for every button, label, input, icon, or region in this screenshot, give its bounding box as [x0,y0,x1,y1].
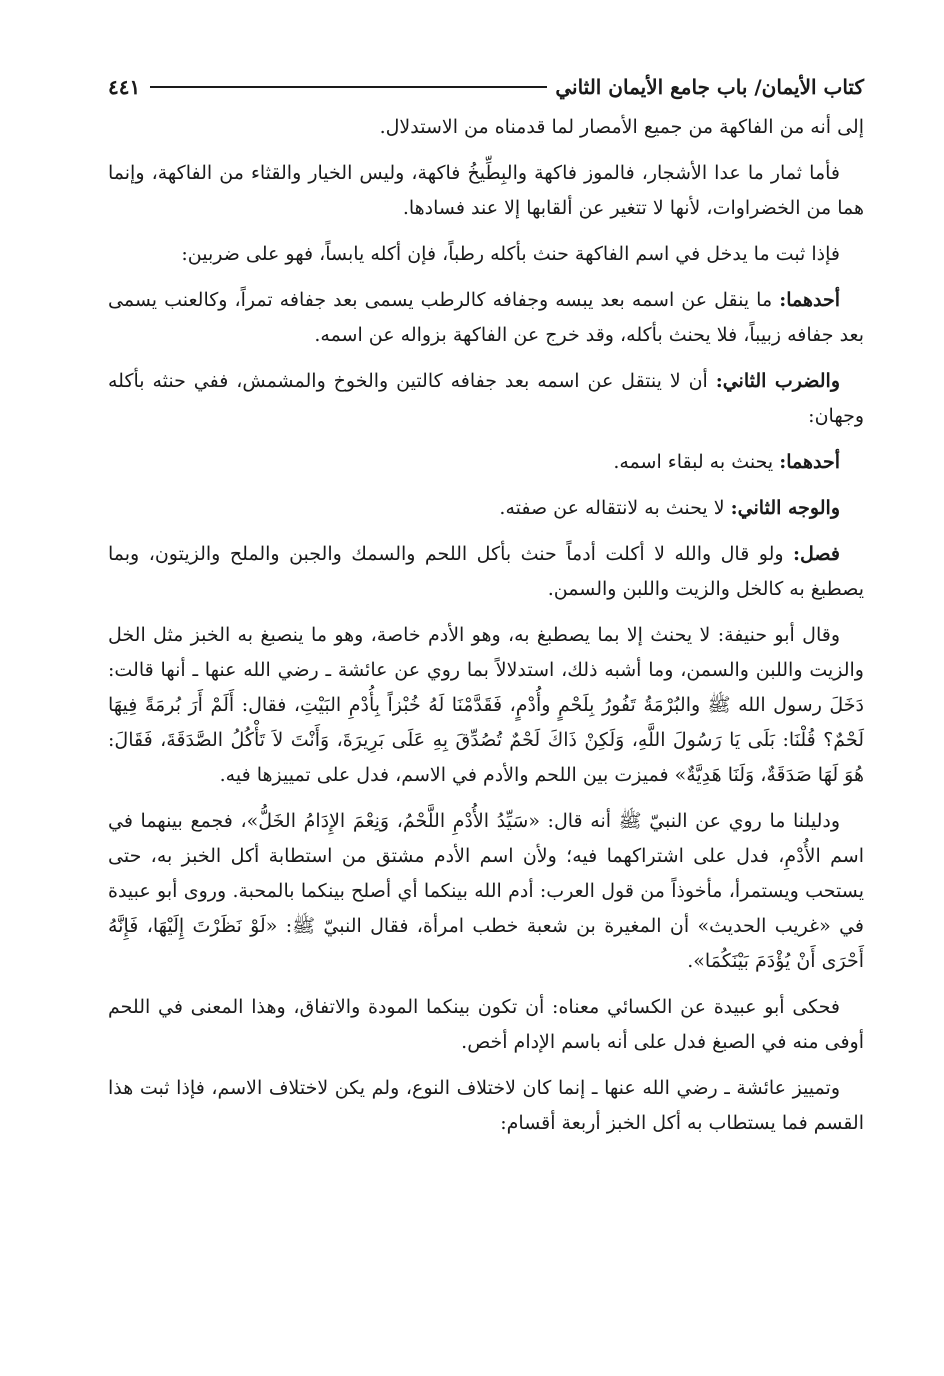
paragraph-text: إلى أنه من الفاكهة من جميع الأمصار لما قدمناه من الاستدلال. [379,116,864,138]
paragraph-text: لا يحنث به لانتقاله عن صفته. [499,497,725,519]
paragraph-lead: أحدهما: [779,451,840,473]
paragraph [108,618,864,793]
running-header [108,70,864,104]
paragraph-text: فإذا ثبت ما يدخل في اسم الفاكهة حنث بأكله رطباً، فإن أكله يابساً، فهو على ضربين: [181,243,840,265]
header-rule [150,86,547,88]
paragraph [108,804,864,979]
paragraph-text: وقال أبو حنيفة: لا يحنث إلا بما يصطبغ به، وهو الأدم خاصة، وهو ما ينصبغ به الخبز مثل الخل والزيت واللبن والسمن، وما أشبه ذلك، استدلالاً بما روي عن عائشة ـ رضي الله عنها ـ أنها قالت: دَخَلَ رسول الله ﷺ والبُرْمَةُ تَفُورُ بِلَحْمٍ وأُدْمٍ، فَقَدَّمْنَا لَهُ خُبْزاً بِأُدْمِ البَيْتِ، فقال: أَلَمْ أَرَ بُرمَةً فِيهَا لَحْمٌ؟ قُلْنَا: بَلَى يَا رَسُولَ اللَّهِ، وَلَكِنْ ذَاكَ لَحْمٌ تُصُدِّقَ بِهِ عَلَى بَرِيرَةَ، وَأَنْتَ لاَ تَأْكُلُ الصَّدَقَةَ، فَقَالَ: هُوَ لَهَا صَدَقَةٌ، وَلَنَا هَدِيَّةٌ» فميزت بين اللحم والأدم في الاسم، فدل على تمييزها فيه. [108,624,864,786]
paragraph [108,491,864,526]
paragraph [108,156,864,226]
paragraph-text: وتمييز عائشة ـ رضي الله عنها ـ إنما كان لاختلاف النوع، ولم يكن لاختلاف الاسم، فإذا ثبت هذا القسم فما يستطاب به أكل الخبز أربعة أقسام: [108,1077,864,1134]
paragraph-text: ما ينقل عن اسمه بعد يبسه وجفافه كالرطب يسمى بعد جفافه تمراً، وكالعنب يسمى بعد جفافه زبيباً، فلا يحنث بأكله، وقد خرج عن الفاكهة بزواله عن اسمه. [108,289,864,346]
paragraph-text: أن لا ينتقل عن اسمه بعد جفافه كالتين والخوخ والمشمش، ففي حنثه بأكله وجهان: [108,370,864,427]
header-title: كتاب الأيمان/ باب جامع الأيمان الثاني [555,75,864,99]
paragraph-text: فحكى أبو عبيدة عن الكسائي معناه: أن تكون بينكما المودة والاتفاق، وهذا المعنى في اللحم أوفى منه في الصبغ فدل على أنه باسم الإدام أخص. [108,996,864,1053]
section-heading: فصل: [793,543,840,565]
paragraph [108,110,864,145]
paragraph-text: فأما ثمار ما عدا الأشجار، فالموز فاكهة والبِطِّيخُ فاكهة، وليس الخيار والقثاء من الفاكهة، وإنما هما من الخضراوات، لأنها لا تتغير عن ألقابها إلا عند فسادها. [108,162,864,219]
paragraph-text: ودليلنا ما روي عن النبيّ ﷺ أنه قال: «سَيِّدُ الأُدْمِ اللَّحْمُ، وَنِعْمَ الإِدَامُ الخَلُّ»، فجمع بينهما في اسم الأُدْمِ، فدل على اشتراكهما فيه؛ ولأن اسم الأدم مشتق من استطابة أكل الخبز به، حتى يستحب ويستمرأ، مأخوذاً من قول العرب: أدم الله بينكما أي أصلح بينكما بالمحبة. وروى أبو عبيدة في «غريب الحديث» أن المغيرة بن شعبة خطب امرأة، فقال النبيّ ﷺ: «لَوْ نَظَرْتَ إِلَيْهَا، فَإِنَّهُ أَحْرَى أَنْ يُؤْدَمَ بَيْنَكُمَا». [108,810,864,972]
paragraph [108,1071,864,1141]
paragraph [108,364,864,434]
paragraph-text: يحنث به لبقاء اسمه. [613,451,774,473]
paragraph [108,283,864,353]
paragraph-lead: والوجه الثاني: [730,497,840,519]
page-number: ٤٤١ [108,75,141,99]
paragraph [108,237,864,272]
paragraph [108,537,864,607]
paragraph-lead: والضرب الثاني: [715,370,840,392]
paragraph-text: ولو قال والله لا أكلت أدماً حنث بأكل اللحم والسمك والجبن والملح والزيتون، وبما يصطبغ به كالخل والزيت واللبن والسمن. [108,543,864,600]
paragraph [108,990,864,1060]
paragraph [108,445,864,480]
paragraph-lead: أحدهما: [779,289,841,311]
